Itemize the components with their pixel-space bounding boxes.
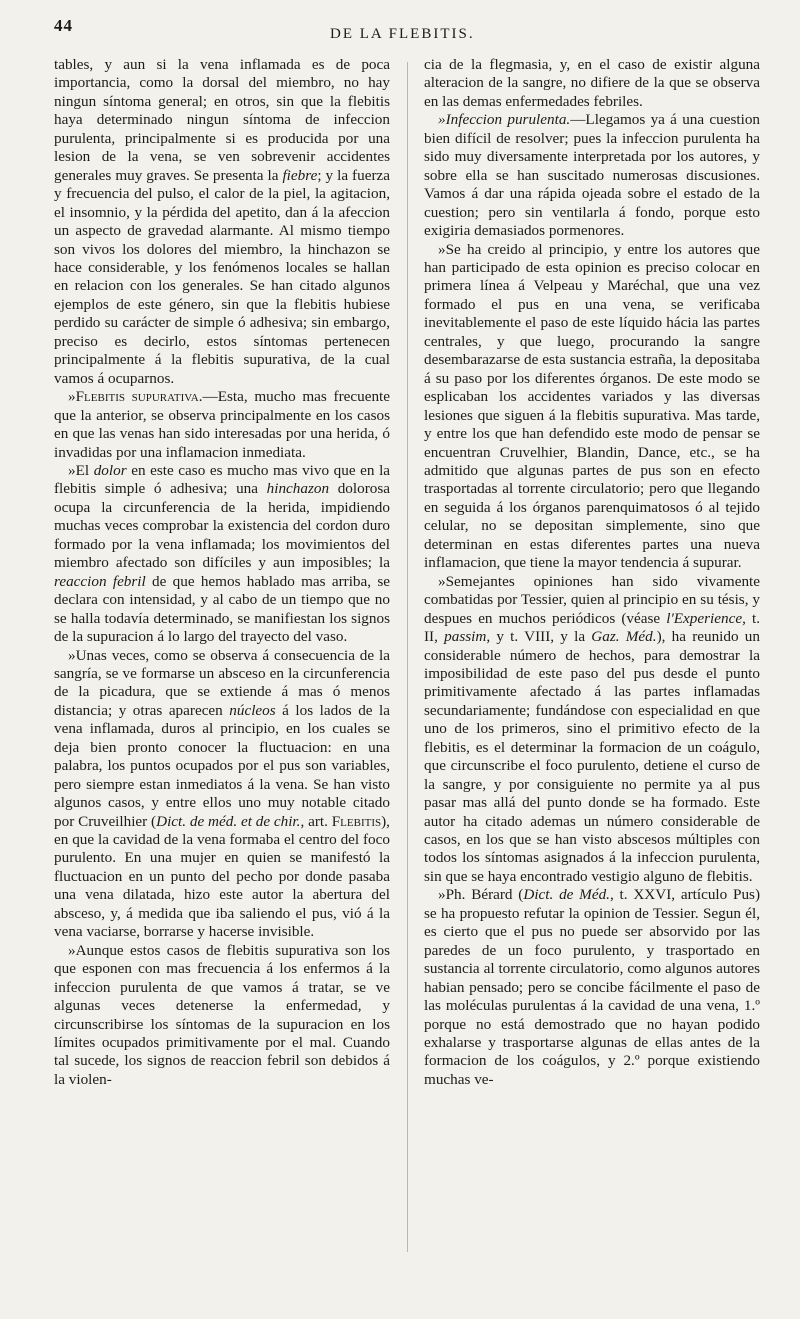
- paragraph: »Aunque estos casos de flebitis supurativa son los que esponen con mas frecuencia á los enfermos á la infeccion purulenta de que vamos á tratar, se ve algunas veces detenerse la enfermedad, y circunscribirse los síntomas de la supuracion en los límites ocupados primitivamente por el mal. Cuando tal sucede, los signos de reaccion febril son debidos á la violen-: [54, 941, 390, 1088]
- paragraph: »Se ha creido al principio, y entre los autores que han participado de esta opinion es preciso colocar en primera línea á Velpeau y Maréchal, que una vez formado el pus en una vena, se verificaba inevitablemente el paso de este líquido hácia las partes centrales, y que luego, procurando la sangre desembarazarse de esta sustancia estraña, la depositaba á su paso por los diferentes órganos. De este modo se esplicaban los accidentes variados y las diversas lesiones que siguen á la flebitis supurativa. Mas tarde, y entre los que han defendido este modo de pensar se encuentran Cruvelhier, Blandin, Dance, etc., se ha admitido que algunas partes de pus son en efecto trasportadas al torrente circulatorio; pero que llegando en seguida á los órganos parenquimatosos ó al tejido celular, no se depositan simplemente, sino que determinan en estas diferentes partes una nueva inflamacion, que tiene la mayor tendencia á supurar.: [424, 240, 760, 572]
- emphasis: hinchazon: [266, 480, 330, 498]
- citation: l'Experience: [666, 609, 743, 627]
- left-column: [54, 56, 390, 1089]
- paragraph: »Infeccion purulenta.—Llegamos ya á una cuestion bien difícil de resolver; pues la infeccion purulenta ha sido muy diversamente interpretada por los autores, y sobre ella se han suscitado numerosas discusiones. Vamos á dar una rápida ojeada sobre el estado de la cuestion; pero sin ventilarla á fondo, porque esto exigiria demasiados pormenores.: [424, 111, 761, 240]
- right-column: [424, 56, 760, 1089]
- emphasis: fiebre: [282, 166, 318, 184]
- citation: Dict. de méd. et de chir.: [156, 812, 301, 830]
- paragraph: »Flebitis supurativa.—Esta, mucho mas frecuente que la anterior, se observa principalmente en los casos en que las venas han sido interesadas por una herida, ó invadidas por una inflamacion inmediata.: [54, 388, 391, 461]
- paragraph: »Semejantes opiniones han sido vivamente combatidas por Tessier, quien al principio en su tésis, y despues en muchos periódicos (véase l'Experience, t. II, passim, y t. VIII, y la Gaz. Méd.), ha reunido un considerable número de hechos, para demostrar la imposibilidad de este paso del pus desde el punto primitivamente afectado á las partes inflamadas secundariamente; fundándose con especialidad en que uno de los primeros, sino el primitivo efecto de la flebitis, es el determinar la formacion de un coágulo, que circunscribe el foco purulento, detiene el curso de la sangre, y por consiguiente no permite ya al pus pasar mas allá del punto donde se ha formado. Este autor ha citado ademas un número considerable de casos, en los que se han visto abscesos múltiples con todos los síntomas asignados á la infeccion purulenta, sin que se haya encontrado vestigio alguno de flebitis.: [424, 572, 761, 885]
- paragraph: cia de la flegmasia, y, en el caso de existir alguna alteracion de la sangre, no difiere de la que se observa en las demas enfermedades febriles.: [424, 56, 760, 110]
- section-heading: »Infeccion purulenta.: [438, 111, 571, 129]
- column-divider: [407, 62, 408, 1252]
- emphasis: passim: [444, 628, 487, 646]
- emphasis: dolor: [93, 461, 127, 479]
- section-heading: »Flebitis supurativa.: [68, 388, 203, 406]
- page-header: [54, 14, 754, 54]
- emphasis: reaccion febril: [54, 572, 146, 590]
- citation: Dict. de Méd.: [523, 886, 610, 904]
- paragraph: tables, y aun si la vena inflamada es de poca importancia, como la dorsal del miembro, no hay ningun síntoma general; en otros, sin que la flebitis haya determinado ningun síntoma de infeccion purulenta, principalmente si es producida por una lesion de la vena, se ven sobrevenir accidentes generales muy graves. Se presenta la fiebre; y la fuerza y frecuencia del pulso, el calor de la piel, la agitacion, el insomnio, y la pérdida del apetito, dan á la afeccion un aspecto de gravedad alarmante. Al mismo tiempo son vivos los dolores del miembro, la hinchazon se hace considerable, y los fenómenos locales se hallan en relacion con los generales. Se han citado algunos ejemplos de este género, sin que la flebitis hubiese perdido su carácter de simple ó adhesiva; sin embargo, preciso es decirlo, estos síntomas pertenecen principalmente á la flebitis supurativa, de la cual vamos á ocuparnos.: [54, 56, 390, 387]
- citation: Gaz. Méd.: [591, 628, 657, 646]
- page-number: 44: [54, 16, 73, 35]
- running-title: DE LA FLEBITIS.: [330, 26, 475, 42]
- paragraph: »Ph. Bérard (Dict. de Méd., t. XXVI, artículo Pus) se ha propuesto refutar la opinion de Tessier. Segun él, es cierto que el pus no puede ser absorvido por las paredes de un foco purulento, y trasportado en sustancia al torrente circulatorio, como algunos autores habian pensado; pero se concibe fácilmente el paso de las moléculas purulentas á la cavidad de una vena, 1.º porque no está demostrado que no hayan podido exhalarse y trasportarse algunas de ellas antes de la formacion de los coágulos, y 2.º porque existiendo muchas ve-: [424, 886, 761, 1088]
- emphasis: núcleos: [229, 701, 276, 719]
- paragraph: »El dolor en este caso es mucho mas vivo que en la flebitis simple ó adhesiva; una hinchazon dolorosa ocupa la circunferencia de la herida, impidiendo muchas veces comprobar la existencia del cordon duro formado por la vena inflamada; los movimientos del miembro afectado son difíciles y aun imposibles; la reaccion febril de que hemos hablado mas arriba, se declara con intensidad, y al cabo de un tiempo que no se halla todavía determinado, se manifiestan los signos de la supuracion á lo largo del trayecto del vaso.: [54, 461, 391, 646]
- paragraph: »Unas veces, como se observa á consecuencia de la sangría, se ve formarse un absceso en la circunferencia de la picadura, que se extiende á mas ó menos distancia; y otras aparecen núcleos á los lados de la vena inflamada, duros al principio, en los cuales se deja bien pronto conocer la fluctuacion: en una palabra, los puntos ocupados por el pus son variables, pero siempre estan inmediatos á la vena. Se han visto algunos casos, y entre ellos uno muy notable citado por Cruveilhier (Dict. de méd. et de chir., art. Flebitis), en que la cavidad de la vena formaba el centro del foco purulento. En una mujer en quien se manifestó la fluctuacion en un punto del pecho por donde pasaba una vena dilatada, hizo este autor la abertura del absceso, y, á medida que iba saliendo el pus, vió á la vena vaciarse, borrarse y hacerse invisible.: [54, 646, 390, 941]
